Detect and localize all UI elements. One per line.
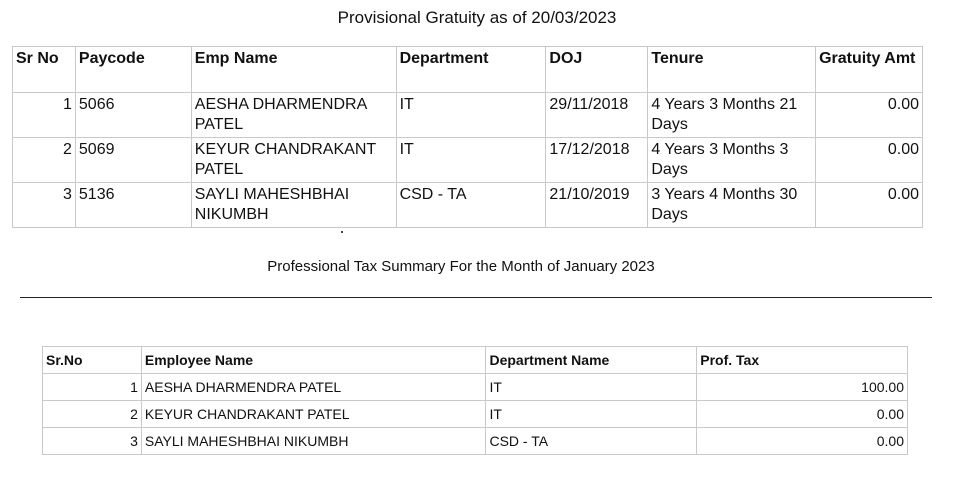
- emp-name-cell: SAYLI MAHESHBHAI NIKUMBH: [191, 183, 396, 228]
- sr-no-cell: 1: [43, 374, 142, 401]
- gratuity-table: [12, 46, 923, 228]
- table-row: [43, 428, 908, 455]
- gratuity-amt-cell: 0.00: [816, 183, 923, 228]
- department-cell: CSD - TA: [396, 183, 546, 228]
- gratuity-amt-cell: 0.00: [816, 93, 923, 138]
- gratuity-amt-cell: 0.00: [816, 138, 923, 183]
- col-header-tenure: Tenure: [648, 47, 816, 93]
- emp-name-cell: AESHA DHARMENDRA PATEL: [191, 93, 396, 138]
- tenure-cell: 3 Years 4 Months 30 Days: [648, 183, 816, 228]
- employee-name-cell: KEYUR CHANDRAKANT PATEL: [141, 401, 486, 428]
- table-row: [13, 93, 923, 138]
- col-header-prof-tax: Prof. Tax: [697, 347, 908, 374]
- col-header-doj: DOJ: [546, 47, 648, 93]
- tenure-cell: 4 Years 3 Months 3 Days: [648, 138, 816, 183]
- prof-tax-cell: 0.00: [697, 401, 908, 428]
- col-header-sr-no: Sr.No: [43, 347, 142, 374]
- col-header-department-name: Department Name: [486, 347, 697, 374]
- department-cell: IT: [396, 93, 546, 138]
- tenure-cell: 4 Years 3 Months 21 Days: [648, 93, 816, 138]
- section-divider: [20, 297, 932, 298]
- table-row: [43, 401, 908, 428]
- doj-cell: 17/12/2018: [546, 138, 648, 183]
- table-row: [43, 374, 908, 401]
- sr-no-cell: 3: [43, 428, 142, 455]
- department-name-cell: CSD - TA: [486, 428, 697, 455]
- paycode-cell: 5066: [75, 93, 191, 138]
- gratuity-header-row: [13, 47, 923, 93]
- employee-name-cell: AESHA DHARMENDRA PATEL: [141, 374, 486, 401]
- col-header-emp-name: Emp Name: [191, 47, 396, 93]
- sr-no-cell: 2: [43, 401, 142, 428]
- doj-cell: 21/10/2019: [546, 183, 648, 228]
- paycode-cell: 5069: [75, 138, 191, 183]
- col-header-sr-no: Sr No: [13, 47, 76, 93]
- employee-name-cell: SAYLI MAHESHBHAI NIKUMBH: [141, 428, 486, 455]
- emp-name-cell: KEYUR CHANDRAKANT PATEL: [191, 138, 396, 183]
- department-cell: IT: [396, 138, 546, 183]
- col-header-department: Department: [396, 47, 546, 93]
- prof-tax-title: Professional Tax Summary For the Month of January 2023: [267, 258, 655, 275]
- sr-no-cell: 3: [13, 183, 76, 228]
- col-header-paycode: Paycode: [75, 47, 191, 93]
- stray-dot: [341, 231, 343, 233]
- table-row: [13, 183, 923, 228]
- col-header-gratuity-amt: Gratuity Amt: [816, 47, 923, 93]
- prof-tax-header-row: [43, 347, 908, 374]
- prof-tax-cell: 0.00: [697, 428, 908, 455]
- sr-no-cell: 2: [13, 138, 76, 183]
- gratuity-title: Provisional Gratuity as of 20/03/2023: [337, 8, 617, 27]
- prof-tax-table: [42, 346, 908, 455]
- col-header-employee-name: Employee Name: [141, 347, 486, 374]
- paycode-cell: 5136: [75, 183, 191, 228]
- doj-cell: 29/11/2018: [546, 93, 648, 138]
- department-name-cell: IT: [486, 401, 697, 428]
- department-name-cell: IT: [486, 374, 697, 401]
- prof-tax-cell: 100.00: [697, 374, 908, 401]
- sr-no-cell: 1: [13, 93, 76, 138]
- table-row: [13, 138, 923, 183]
